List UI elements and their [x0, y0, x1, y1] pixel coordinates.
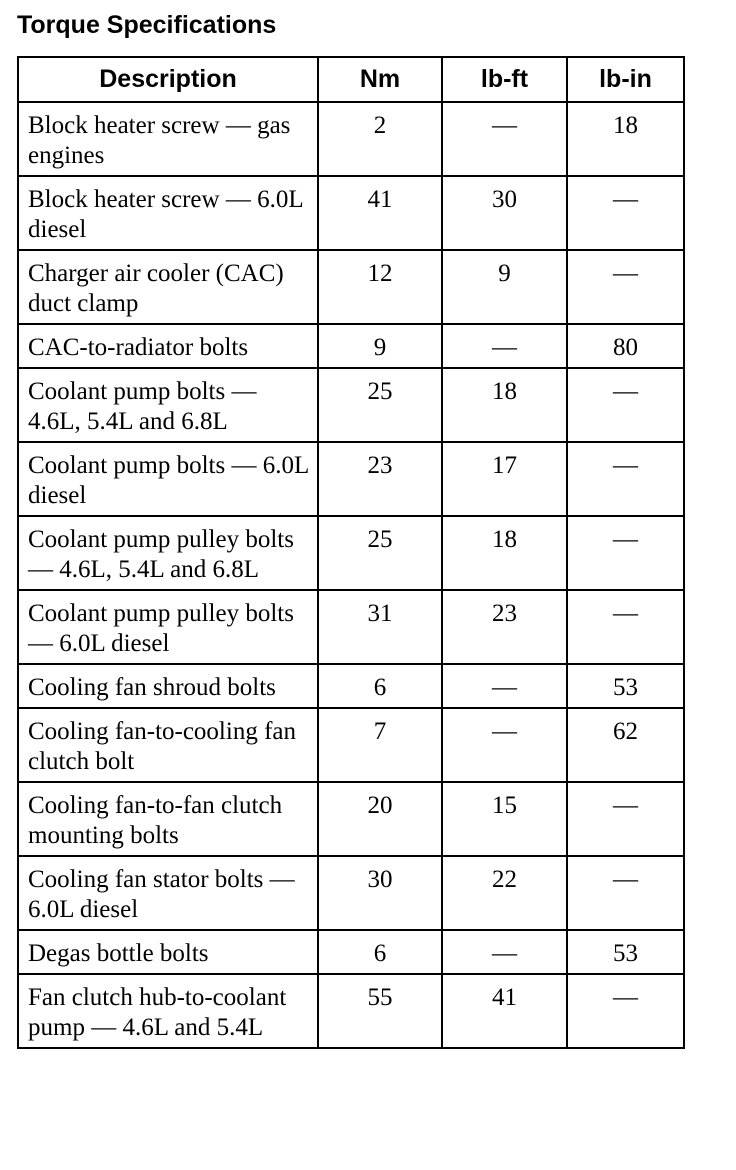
row-nm: 25 [318, 516, 442, 590]
table-row [18, 368, 684, 442]
row-lb-ft: 18 [442, 516, 567, 590]
row-description: Block heater screw — gas engines [18, 102, 318, 176]
row-lb-ft: 18 [442, 368, 567, 442]
row-lb-in: — [567, 368, 684, 442]
row-nm: 23 [318, 442, 442, 516]
row-lb-in: 80 [567, 324, 684, 368]
row-nm: 6 [318, 930, 442, 974]
row-lb-ft: 9 [442, 250, 567, 324]
row-nm: 30 [318, 856, 442, 930]
row-nm: 2 [318, 102, 442, 176]
row-description: Block heater screw — 6.0L diesel [18, 176, 318, 250]
table-row [18, 590, 684, 664]
row-lb-in: — [567, 782, 684, 856]
table-row [18, 176, 684, 250]
row-lb-ft: 17 [442, 442, 567, 516]
row-lb-in: — [567, 974, 684, 1048]
row-description: Charger air cooler (CAC) duct clamp [18, 250, 318, 324]
table-row [18, 664, 684, 708]
column-header-description: Description [18, 57, 318, 102]
row-lb-ft: 23 [442, 590, 567, 664]
row-lb-ft: 22 [442, 856, 567, 930]
row-lb-in: 53 [567, 664, 684, 708]
row-lb-in: 53 [567, 930, 684, 974]
row-lb-ft: — [442, 930, 567, 974]
row-lb-ft: 30 [442, 176, 567, 250]
row-nm: 25 [318, 368, 442, 442]
row-nm: 6 [318, 664, 442, 708]
row-lb-ft: — [442, 102, 567, 176]
table-row [18, 974, 684, 1048]
table-row [18, 442, 684, 516]
row-description: Cooling fan-to-fan clutch mounting bolts [18, 782, 318, 856]
row-description: Coolant pump bolts — 4.6L, 5.4L and 6.8L [18, 368, 318, 442]
row-nm: 12 [318, 250, 442, 324]
row-description: Cooling fan-to-cooling fan clutch bolt [18, 708, 318, 782]
row-lb-in: — [567, 176, 684, 250]
row-description: Cooling fan stator bolts — 6.0L diesel [18, 856, 318, 930]
row-nm: 31 [318, 590, 442, 664]
row-description: Coolant pump pulley bolts — 6.0L diesel [18, 590, 318, 664]
table-row [18, 930, 684, 974]
row-lb-in: — [567, 442, 684, 516]
table-row [18, 708, 684, 782]
row-description: Degas bottle bolts [18, 930, 318, 974]
row-description: CAC-to-radiator bolts [18, 324, 318, 368]
column-header-lb-ft: lb-ft [442, 57, 567, 102]
row-lb-ft: — [442, 324, 567, 368]
row-description: Coolant pump bolts — 6.0L diesel [18, 442, 318, 516]
row-lb-in: 62 [567, 708, 684, 782]
table-row [18, 782, 684, 856]
row-nm: 9 [318, 324, 442, 368]
row-lb-ft: 15 [442, 782, 567, 856]
row-description: Coolant pump pulley bolts — 4.6L, 5.4L and 6.8L [18, 516, 318, 590]
row-nm: 7 [318, 708, 442, 782]
table-row [18, 856, 684, 930]
row-lb-in: — [567, 590, 684, 664]
row-nm: 55 [318, 974, 442, 1048]
column-header-nm: Nm [318, 57, 442, 102]
row-lb-ft: 41 [442, 974, 567, 1048]
table-row [18, 102, 684, 176]
row-lb-in: 18 [567, 102, 684, 176]
row-lb-in: — [567, 856, 684, 930]
row-nm: 41 [318, 176, 442, 250]
row-description: Fan clutch hub-to-coolant pump — 4.6L and 5.4L [18, 974, 318, 1048]
row-lb-in: — [567, 250, 684, 324]
row-lb-ft: — [442, 664, 567, 708]
row-lb-ft: — [442, 708, 567, 782]
torque-spec-table [17, 56, 685, 1049]
column-header-lb-in: lb-in [567, 57, 684, 102]
table-row [18, 516, 684, 590]
row-lb-in: — [567, 516, 684, 590]
row-description: Cooling fan shroud bolts [18, 664, 318, 708]
row-nm: 20 [318, 782, 442, 856]
page-title: Torque Specifications [17, 11, 277, 39]
header-row [18, 57, 684, 102]
table-row [18, 250, 684, 324]
table-row [18, 324, 684, 368]
